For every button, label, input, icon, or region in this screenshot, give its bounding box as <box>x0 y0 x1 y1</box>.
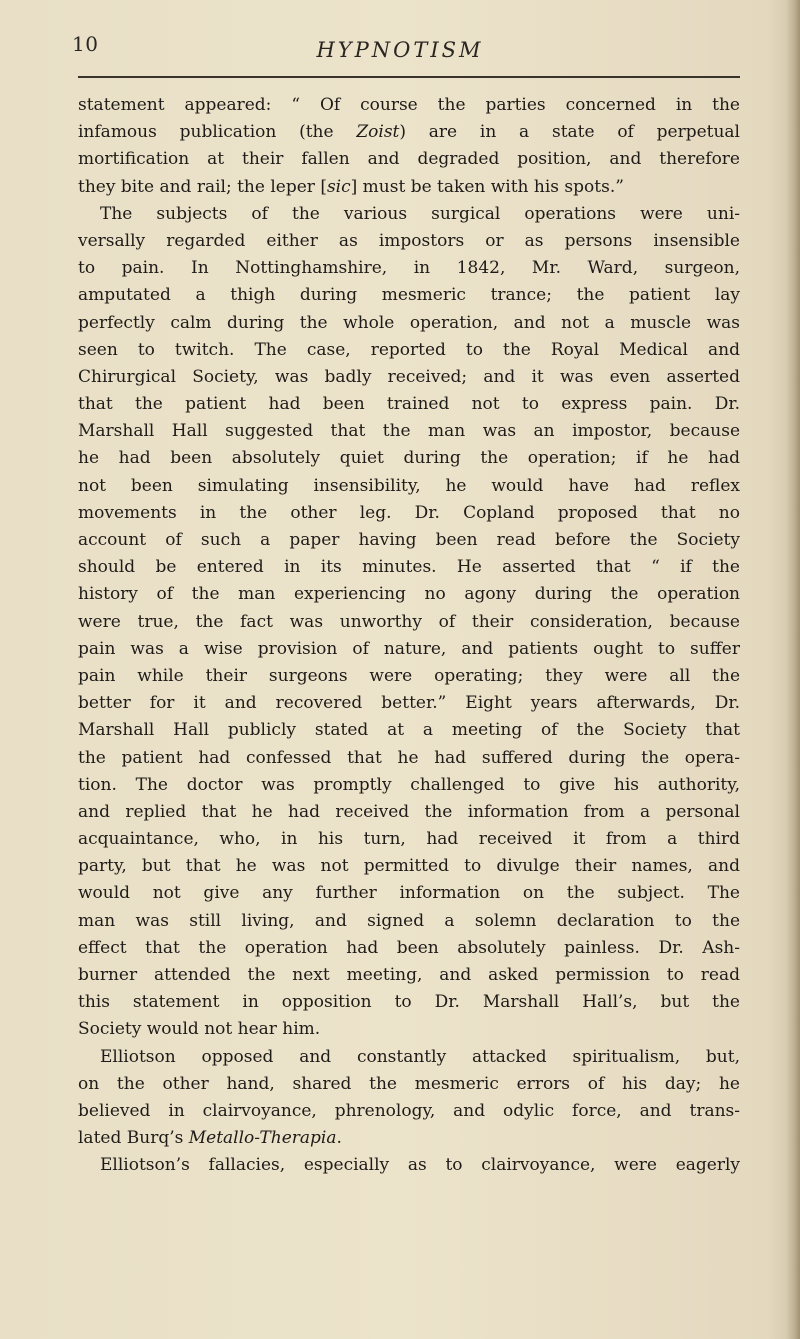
text-line: the patient had confessed that he had suffered during the opera- <box>78 747 740 768</box>
text-line: and replied that he had received the information from a personal <box>78 801 740 822</box>
text-line: Society would not hear him. <box>78 1019 321 1040</box>
running-title: HYPNOTISM <box>316 38 484 62</box>
text-line: would not give any further information on the subject. The <box>78 883 740 904</box>
text-line: should be entered in its minutes. He asserted that “ if the <box>78 557 740 578</box>
page-header <box>0 30 800 70</box>
text-line: The subjects of the various surgical operations were uni- <box>100 203 740 224</box>
text-line: to pain. In Nottinghamshire, in 1842, Mr. Ward, surgeon, <box>78 258 740 279</box>
text-line: perfectly calm during the whole operation, and not a muscle was <box>78 312 740 333</box>
text-line: Elliotson’s fallacies, especially as to clairvoyance, were eagerly <box>100 1155 740 1176</box>
text-line: on the other hand, shared the mesmeric errors of his day; he <box>78 1073 740 1094</box>
text-line: seen to twitch. The case, reported to the Royal Medical and <box>78 339 740 360</box>
header-rule <box>78 76 740 78</box>
text-line: tion. The doctor was promptly challenged to give his authority, <box>78 774 740 795</box>
text-line: they bite and rail; the leper [sic] must be taken with his spots.” <box>78 176 624 197</box>
text-line: man was still living, and signed a solemn declaration to the <box>78 910 740 931</box>
text-line: were true, the fact was unworthy of their consideration, because <box>78 611 740 632</box>
page-edge-shadow <box>786 0 800 1339</box>
text-line: Elliotson opposed and constantly attacked spiritualism, but, <box>100 1046 740 1067</box>
text-line: he had been absolutely quiet during the operation; if he had <box>78 448 740 469</box>
body-text <box>78 92 740 1180</box>
text-line: movements in the other leg. Dr. Copland proposed that no <box>78 502 740 523</box>
page-number: 10 <box>72 32 99 56</box>
text-line: amputated a thigh during mesmeric trance; the patient lay <box>78 285 740 306</box>
text-line: lated Burq’s Metallo-Therapia. <box>78 1128 342 1149</box>
text-line: Chirurgical Society, was badly received; and it was even asserted <box>78 366 740 387</box>
text-line: Marshall Hall suggested that the man was an impostor, because <box>78 421 740 442</box>
text-line: this statement in opposition to Dr. Marshall Hall’s, but the <box>78 992 740 1013</box>
text-line: versally regarded either as impostors or as persons insensible <box>78 230 740 251</box>
text-line: not been simulating insensibility, he would have had reflex <box>78 475 740 496</box>
text-line: account of such a paper having been read before the Society <box>78 530 740 550</box>
text-line: infamous publication (the Zoist) are in a state of perpetual <box>78 122 740 143</box>
text-line: acquaintance, who, in his turn, had received it from a third <box>78 829 740 850</box>
text-line: effect that the operation had been absolutely painless. Dr. Ash- <box>78 937 740 958</box>
text-line: statement appeared: “ Of course the parties concerned in the <box>78 95 740 115</box>
text-line: pain while their surgeons were operating; they were all the <box>78 665 740 686</box>
text-line: mortification at their fallen and degraded position, and therefore <box>78 149 740 170</box>
text-line: believed in clairvoyance, phrenology, and odylic force, and trans- <box>78 1100 740 1121</box>
text-line: that the patient had been trained not to express pain. Dr. <box>78 394 740 415</box>
text-line: pain was a wise provision of nature, and patients ought to suffer <box>78 638 740 659</box>
text-line: better for it and recovered better.” Eight years afterwards, Dr. <box>78 693 740 714</box>
text-line: burner attended the next meeting, and asked permission to read <box>78 965 740 985</box>
text-line: party, but that he was not permitted to divulge their names, and <box>78 856 740 877</box>
text-line: Marshall Hall publicly stated at a meeting of the Society that <box>78 720 740 741</box>
text-line: history of the man experiencing no agony during the operation <box>78 584 740 605</box>
